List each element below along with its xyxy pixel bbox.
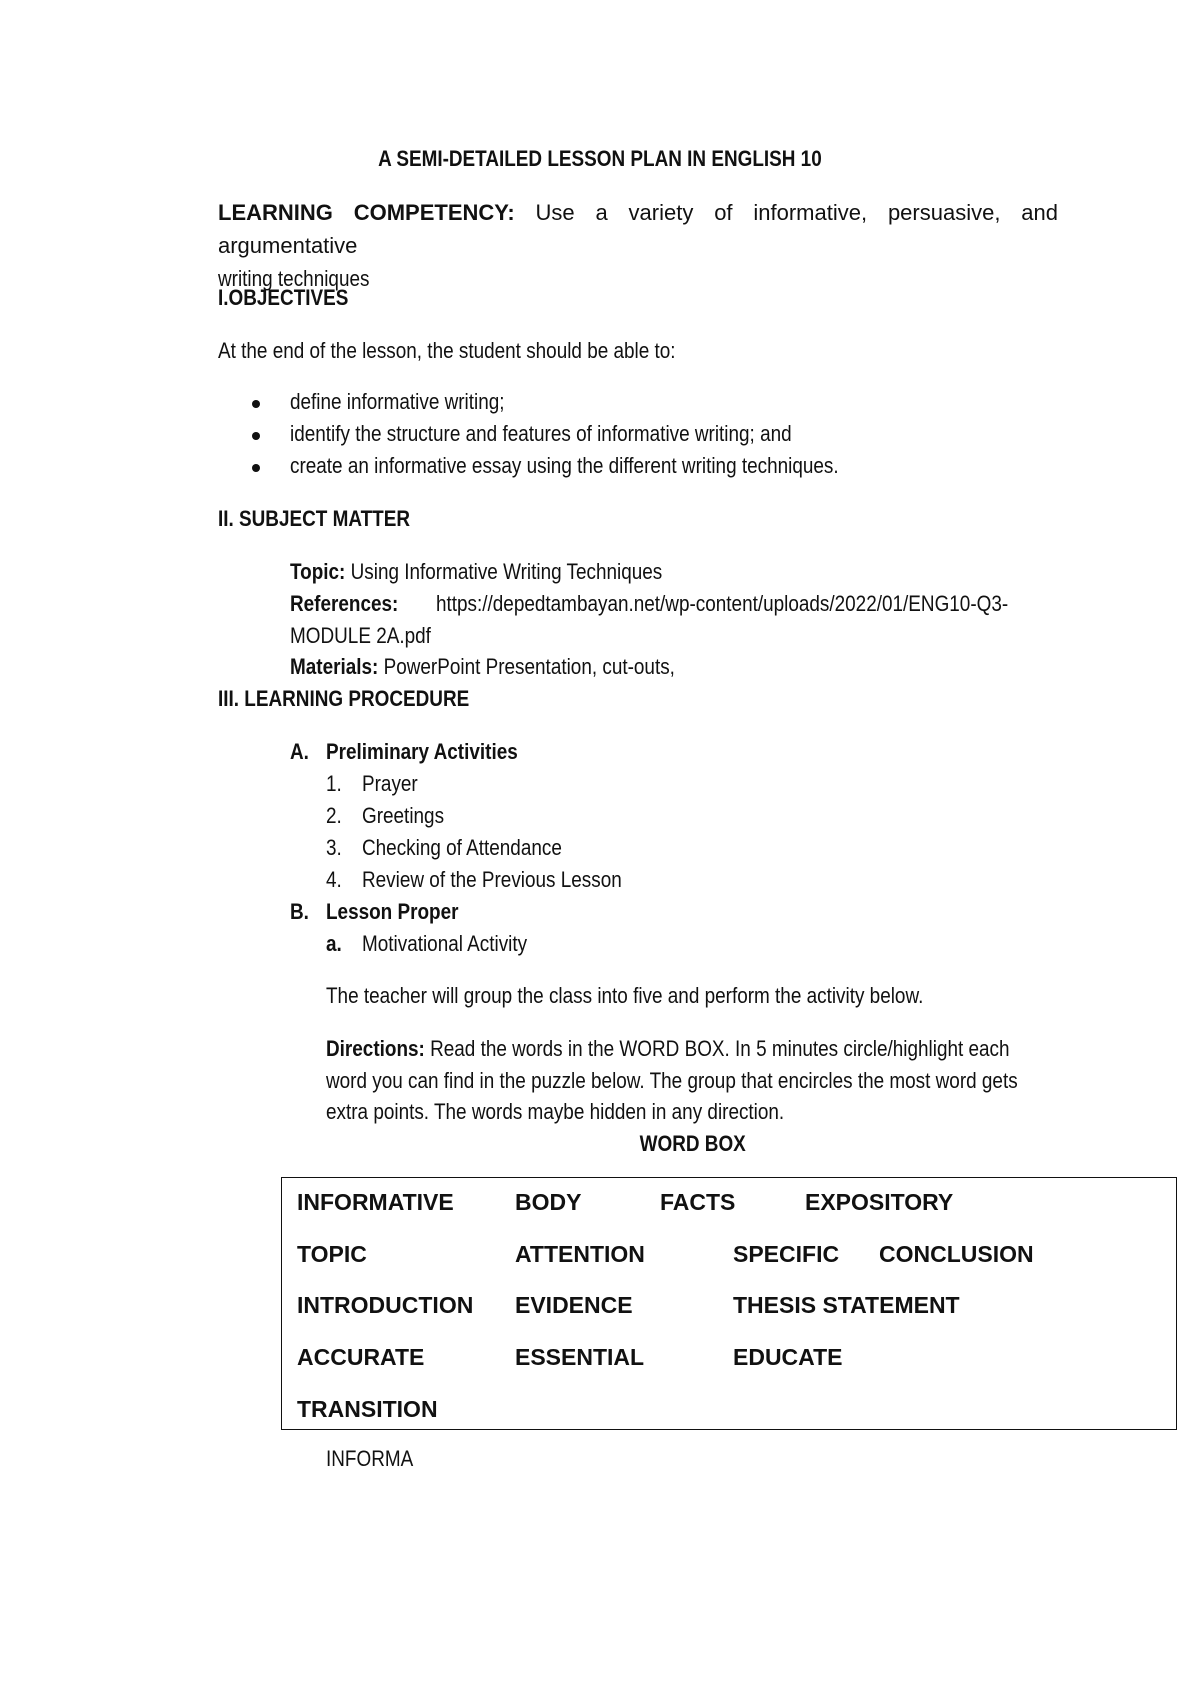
word-box-word: TRANSITION <box>297 1396 438 1422</box>
section-b-marker: B. <box>290 899 309 924</box>
competency-line-1 <box>218 196 1058 262</box>
word-box-heading: WORD BOX <box>639 1131 747 1156</box>
preliminary-item: Prayer <box>362 771 418 796</box>
subject-matter-heading: II. SUBJECT MATTER <box>218 506 411 531</box>
references-label: References: <box>290 591 399 616</box>
materials-value: PowerPoint Presentation, cut-outs, <box>383 654 675 679</box>
preliminary-item-number: 1. <box>326 771 342 796</box>
directions-line-3: extra points. The words maybe hidden in any direction. <box>326 1099 785 1124</box>
word-box-word: INFORMATIVE <box>297 1189 454 1215</box>
word-box-word: TOPIC <box>297 1241 367 1267</box>
word-box-word: ESSENTIAL <box>515 1344 645 1370</box>
learning-competency <box>218 196 1058 295</box>
objective-item: create an informative essay using the different writing techniques. <box>290 453 839 478</box>
preliminary-item: Review of the Previous Lesson <box>362 867 622 892</box>
learning-procedure-heading: III. LEARNING PROCEDURE <box>218 686 470 711</box>
bullet-icon <box>252 432 260 440</box>
subsection-a-title: Motivational Activity <box>362 931 528 956</box>
materials-label: Materials: <box>290 654 379 679</box>
word-box <box>281 1177 1177 1430</box>
word-box-word: EVIDENCE <box>515 1292 633 1318</box>
word-box-word: EDUCATE <box>733 1344 843 1370</box>
references-url-line-2: MODULE 2A.pdf <box>290 623 431 648</box>
document-title: A SEMI-DETAILED LESSON PLAN IN ENGLISH 10 <box>378 146 822 171</box>
objective-item: identify the structure and features of informative writing; and <box>290 421 792 446</box>
topic-value: Using Informative Writing Techniques <box>350 559 663 584</box>
subsection-a-marker: a. <box>326 931 342 956</box>
word-box-word: INTRODUCTION <box>297 1292 474 1318</box>
objective-item: define informative writing; <box>290 389 505 414</box>
preliminary-item-number: 2. <box>326 803 342 828</box>
word-box-word: SPECIFIC <box>733 1241 840 1267</box>
section-a-marker: A. <box>290 739 309 764</box>
competency-label: LEARNING COMPETENCY: <box>218 200 515 225</box>
word-box-word: CONCLUSION <box>879 1241 1034 1267</box>
trailing-text: INFORMA <box>326 1446 414 1471</box>
references-url-line-1: https://depedtambayan.net/wp-content/uploads/2022/01/ENG10-Q3- <box>436 591 1009 616</box>
objectives-heading: I.OBJECTIVES <box>218 285 349 310</box>
directions-line-1 <box>326 1036 1121 1062</box>
directions-text-1: Read the words in the WORD BOX. In 5 minutes circle/highlight each <box>430 1036 1010 1061</box>
directions-label: Directions: <box>326 1036 425 1061</box>
word-box-word: EXPOSITORY <box>805 1189 954 1215</box>
word-box-word: ACCURATE <box>297 1344 425 1370</box>
competency-text-1: Use a variety of informative, persuasive, and argumentative <box>218 200 1058 258</box>
preliminary-item-number: 4. <box>326 867 342 892</box>
word-box-word: FACTS <box>660 1189 736 1215</box>
word-box-word: THESIS STATEMENT <box>733 1292 960 1318</box>
materials-line <box>290 654 738 680</box>
preliminary-item: Greetings <box>362 803 445 828</box>
preliminary-item-number: 3. <box>326 835 342 860</box>
bullet-icon <box>252 400 260 408</box>
objectives-intro: At the end of the lesson, the student should be able to: <box>218 338 676 363</box>
bullet-icon <box>252 464 260 472</box>
word-box-word: ATTENTION <box>515 1241 645 1267</box>
section-b-title: Lesson Proper <box>326 899 459 924</box>
preliminary-item: Checking of Attendance <box>362 835 562 860</box>
directions-line-2: word you can find in the puzzle below. The group that encircles the most word gets <box>326 1068 1018 1093</box>
topic-line <box>290 559 723 585</box>
topic-label: Topic: <box>290 559 346 584</box>
competency-text-2: writing techniques <box>218 266 370 291</box>
word-box-word: BODY <box>515 1189 582 1215</box>
group-instruction: The teacher will group the class into five and perform the activity below. <box>326 983 924 1008</box>
section-a-title: Preliminary Activities <box>326 739 518 764</box>
